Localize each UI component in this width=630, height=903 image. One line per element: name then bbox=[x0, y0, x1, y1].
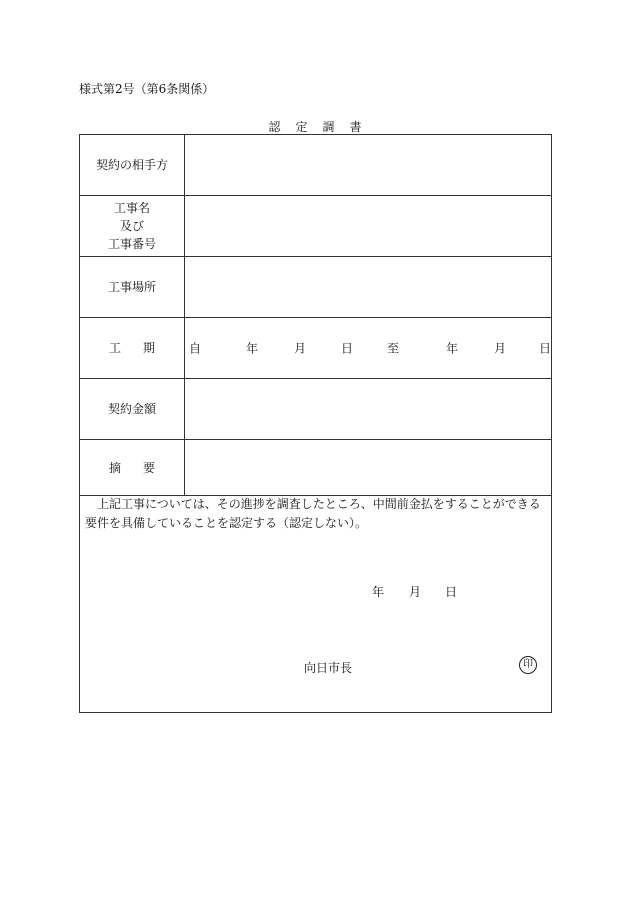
period-month-to: 月 bbox=[494, 341, 507, 356]
period-month-from: 月 bbox=[294, 341, 307, 356]
label-work-name-line2: 及び bbox=[119, 219, 144, 233]
seal-icon: 印 bbox=[519, 656, 537, 674]
certification-table bbox=[79, 134, 552, 713]
row-contractor bbox=[80, 135, 551, 196]
label-work-name-line3: 工事番号 bbox=[107, 237, 156, 251]
period-to: 至 bbox=[387, 341, 400, 356]
label-period-left: 工 bbox=[109, 341, 122, 355]
row-period bbox=[80, 318, 551, 379]
certification-statement: 上記工事については、その進捗を調査したところ、中間前金払をすることができる要件を具備していることを認定する（認定しない）。 bbox=[85, 497, 541, 530]
period-year-to: 年 bbox=[446, 341, 459, 356]
label-summary-left: 摘 bbox=[109, 460, 122, 475]
row-location bbox=[80, 257, 551, 318]
row-amount bbox=[80, 379, 551, 440]
label-period bbox=[80, 318, 185, 378]
label-summary bbox=[80, 440, 185, 495]
document-title: 認定調書 bbox=[268, 120, 377, 134]
label-contractor: 契約の相手方 bbox=[80, 135, 185, 195]
label-period-right: 期 bbox=[142, 341, 155, 355]
date-month: 月 bbox=[409, 585, 422, 599]
period-field bbox=[185, 318, 551, 378]
date-year: 年 bbox=[372, 585, 385, 599]
row-summary bbox=[80, 440, 551, 496]
label-work-name bbox=[80, 196, 185, 256]
label-amount: 契約金額 bbox=[80, 379, 185, 439]
label-location: 工事場所 bbox=[80, 257, 185, 317]
date-day: 日 bbox=[445, 585, 458, 599]
form-number: 様式第2号（第6条関係） bbox=[79, 82, 215, 96]
label-summary-right: 要 bbox=[142, 460, 155, 475]
row-work-name bbox=[80, 196, 551, 257]
label-work-name-line1: 工事名 bbox=[113, 201, 150, 215]
period-day-to: 日 bbox=[539, 341, 552, 356]
period-from: 自 bbox=[189, 341, 202, 356]
period-year-from: 年 bbox=[246, 341, 259, 356]
period-day-from: 日 bbox=[341, 341, 354, 356]
signer-title: 向日市長 bbox=[304, 661, 353, 675]
